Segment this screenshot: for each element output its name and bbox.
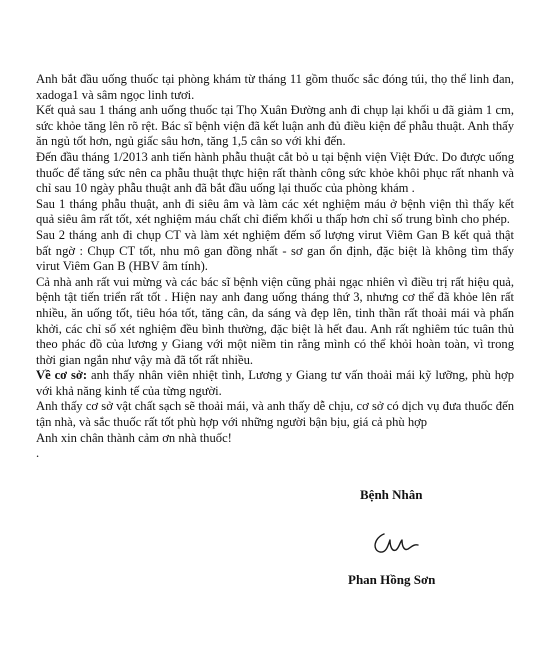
- paragraph-medication-start: Anh bắt đầu uống thuốc tại phòng khám từ tháng 11 gồm thuốc sắc đóng túi, thọ thể linh đan, xadoga1 và sâm ngọc linh tươi.: [36, 72, 514, 102]
- paragraph-ct-hepatitis-result: Sau 2 tháng anh đi chụp CT và làm xét nghiệm đếm số lượng virut Viêm Gan B kết quả thật bất ngờ : Chụp CT tốt, nhu mô gan đồng nhất - sơ gan ổn định, đặc biệt là không tìm thấy virut Viêm Gan B (HBV âm tính).: [36, 227, 514, 274]
- paragraph-surgery: Đến đầu tháng 1/2013 anh tiến hành phẫu thuật cắt bỏ u tại bệnh viện Việt Đức. Do được uống thuốc để tăng sức nên ca phẫu thuật thực hiện rất thành công sức khỏe khôi phục rất nhanh và chỉ sau 10 ngày phẫu thuật anh đã bắt đầu uống lại thuốc của phòng khám .: [36, 149, 514, 196]
- paragraph-closing: Anh thấy cơ sở vật chất sạch sẽ thoải mái, và anh thấy dễ chịu, cơ sở có dịch vụ đưa thuốc đến tận nhà, và sắc thuốc rất tốt phù hợp với những người bận bịu, giá cả phù hợp: [36, 399, 514, 430]
- facility-text: anh thấy nhân viên nhiệt tình, Lương y Giang tư vấn thoải mái kỹ lưỡng, phù hợp với khả năng kinh tế của từng người.: [36, 368, 514, 398]
- trailing-mark: .: [36, 446, 40, 461]
- paragraph-first-month-result: Kết quả sau 1 tháng anh uống thuốc tại Thọ Xuân Đường anh đi chụp lại khối u đã giảm 1 cm, sức khỏe tăng lên rõ rệt. Bác sĩ bệnh viện đã kết luận anh đủ điều kiện để phẫu thuật. Anh thấy ăn ngủ tốt hơn, ngủ giấc sâu hơn, tăng 1,5 cân so với khi đến.: [36, 103, 514, 149]
- facility-label: Về cơ sở:: [36, 368, 88, 383]
- handwritten-signature: [368, 526, 428, 560]
- paragraph-post-surgery-tests: Sau 1 tháng phẫu thuật, anh đi siêu âm và làm các xét nghiệm máu ở bệnh viện thì thấy kết quả siêu âm rất tốt, xét nghiệm máu chất chỉ điểm khối u thấp hơn chỉ số trung bình cho phép.: [36, 196, 514, 227]
- paragraph-facility: [36, 368, 514, 399]
- letter-body: [36, 72, 514, 462]
- paragraph-current-status: Cả nhà anh rất vui mừng và các bác sĩ bệnh viện cũng phải ngạc nhiên vì điều trị rất hiệu quả, bệnh tật tiến triển rất tốt . Hiện nay anh đang uống tháng thứ 3, nhưng cơ thể đã khỏe lên rất nhiều, ăn uống tốt, tiêu hóa tốt, tăng cân, da sáng và đẹp lên, tinh thần rất thoải mái và phấn khởi, các chỉ số xét nghiệm đều bình thường, đặc biệt là hết đau. Anh rất nghiêm túc tuân thủ theo phác đồ của lương y Giang với một niềm tin rằng mình có thể khỏi hoàn toàn, vì trong thời gian ngắn như vậy mà đã tốt rất nhiều.: [36, 274, 514, 367]
- paragraph-thanks: Anh xin chân thành cảm ơn nhà thuốc!: [36, 430, 232, 445]
- signoff-label: Bệnh Nhân: [360, 487, 423, 502]
- signer-name: Phan Hồng Sơn: [348, 572, 436, 587]
